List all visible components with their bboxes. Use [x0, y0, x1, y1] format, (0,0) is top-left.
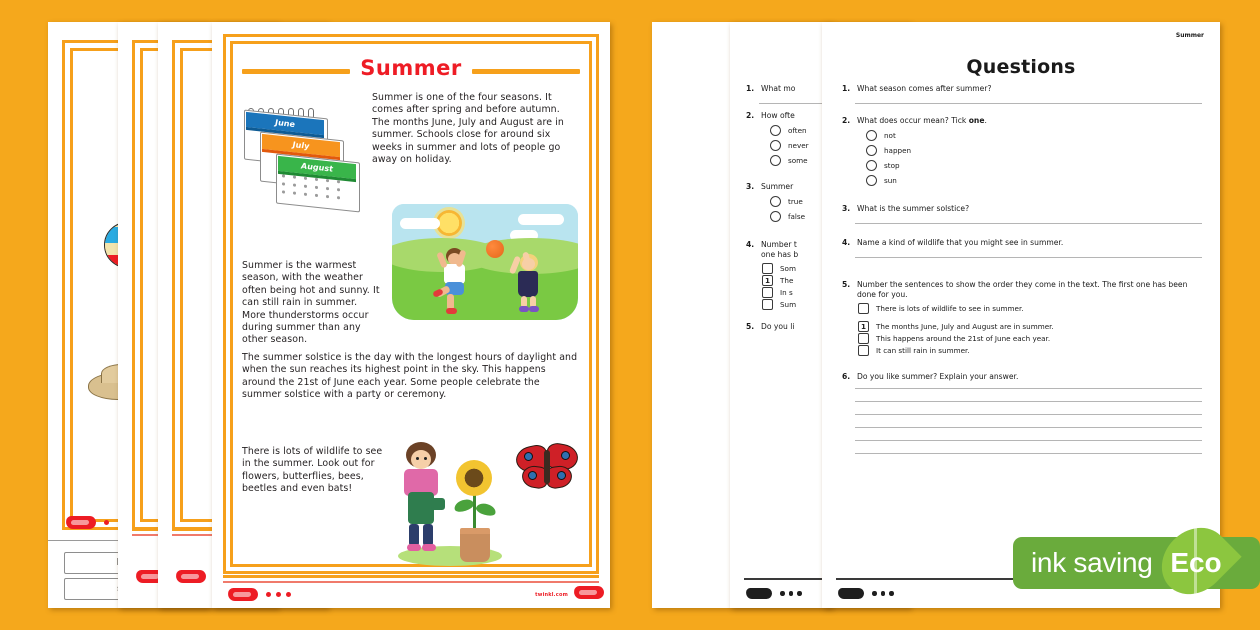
radio-button[interactable] — [866, 145, 877, 156]
ordering-row-3[interactable] — [858, 333, 1202, 344]
ordering-row-1[interactable] — [858, 303, 1202, 314]
question-text: Number the sentences to show the order they come in the text. The first one has been done for you. — [857, 280, 1188, 299]
footer-url: twinkl.com — [535, 592, 568, 598]
question-number: 5. — [842, 280, 851, 289]
question-number: 2. — [842, 116, 851, 125]
logo-dots — [266, 592, 291, 597]
twinkl-logo — [573, 586, 604, 599]
option-label: true — [788, 197, 803, 206]
question-text-tail: . — [984, 116, 987, 125]
body-paragraph-1: Summer is one of the four seasons. It comes after spring and before autumn. The months June, July and August are in summer. Schools close for around six weeks in summer and lots of people go away on holiday. — [372, 92, 564, 166]
option-row-happen[interactable] — [866, 145, 1202, 156]
footer-band-secondary — [223, 581, 599, 583]
order-checkbox[interactable]: 1 — [762, 275, 773, 286]
answer-line[interactable] — [855, 223, 1202, 224]
question-number: 6. — [842, 372, 851, 381]
ordering-label: The — [780, 276, 794, 285]
question-text-cont: one has b — [761, 250, 799, 259]
boy-figure — [436, 248, 476, 314]
option-label: happen — [884, 146, 912, 155]
twinkl-logo — [65, 516, 96, 529]
calendar-month-label: July — [292, 140, 310, 151]
page-title: Summer — [360, 56, 462, 80]
order-checkbox[interactable]: 1 — [858, 321, 869, 332]
radio-button[interactable] — [770, 125, 781, 136]
order-checkbox[interactable] — [762, 299, 773, 310]
sunflower-icon — [456, 460, 492, 496]
radio-button[interactable] — [866, 175, 877, 186]
cloud-icon — [518, 214, 564, 225]
question-number: 4. — [842, 238, 851, 247]
radio-button[interactable] — [866, 130, 877, 141]
order-checkbox[interactable] — [858, 333, 869, 344]
body-paragraph-3: The summer solstice is the day with the longest hours of daylight and when the sun reaches its highest point in the sky. This happens around the 21st of June each year. Some people celebrate the summer solstice with a party or ceremony. — [242, 352, 578, 401]
flower-pot-icon — [460, 528, 490, 562]
question-number: 2. — [746, 111, 755, 120]
option-label: stop — [884, 161, 900, 170]
ink-saving-eco-badge — [1013, 529, 1260, 592]
questions-sheet[interactable] — [822, 22, 1220, 608]
question-text-emphasis: one — [968, 116, 985, 125]
ordering-label: Sum — [780, 300, 797, 309]
calendar-month-label: August — [301, 161, 333, 174]
question-text: Name a kind of wildlife that you might see in summer. — [857, 238, 1064, 247]
order-checkbox[interactable] — [762, 263, 773, 274]
logo-dots — [872, 591, 894, 596]
question-text — [857, 116, 987, 126]
answer-line[interactable] — [855, 103, 1202, 104]
girl-watering-sunflower-illustration — [382, 442, 502, 566]
calendar-august — [276, 150, 358, 206]
ordering-label: The months June, July and August are in summer. — [876, 322, 1054, 331]
option-row-sun[interactable] — [866, 175, 1202, 186]
ordering-row-2[interactable] — [858, 321, 1202, 332]
question-text: What is the summer solstice? — [857, 204, 970, 213]
order-checkbox[interactable] — [858, 345, 869, 356]
ordering-group — [858, 303, 1202, 356]
option-row-stop[interactable] — [866, 160, 1202, 171]
corner-label: Summer — [1175, 32, 1204, 39]
option-label: false — [788, 212, 806, 221]
question-item-6[interactable] — [842, 372, 1202, 454]
twinkl-logo — [745, 588, 772, 599]
body-paragraph-2: Summer is the warmest season, with the weather often being hot and sunny. It can still rain in summer. More thunderstorms occur during summer than any other season. — [242, 260, 380, 346]
option-label: some — [788, 156, 808, 165]
answer-lines[interactable] — [855, 388, 1202, 454]
question-item-4[interactable] — [842, 238, 1202, 258]
radio-button[interactable] — [866, 160, 877, 171]
radio-button[interactable] — [770, 155, 781, 166]
radio-button[interactable] — [770, 140, 781, 151]
question-number: 4. — [746, 240, 755, 249]
question-text: Number t — [761, 240, 797, 249]
ordering-row-4[interactable] — [858, 345, 1202, 356]
calendar-illustration — [240, 106, 360, 214]
order-checkbox[interactable] — [762, 287, 773, 298]
cloud-icon — [400, 218, 440, 229]
girl-figure — [508, 252, 548, 314]
question-item-2[interactable] — [842, 116, 1202, 186]
eco-badge-label: ink saving — [1031, 547, 1153, 578]
question-text: What mo — [761, 84, 796, 93]
ordering-label: There is lots of wildlife to see in summer. — [876, 304, 1024, 313]
option-label: sun — [884, 176, 897, 185]
logo-dots — [780, 591, 802, 596]
question-number: 1. — [746, 84, 755, 93]
question-text: Do you li — [761, 322, 795, 331]
question-number: 3. — [746, 182, 755, 191]
footer-band — [223, 575, 599, 578]
order-checkbox[interactable] — [858, 303, 869, 314]
option-label: not — [884, 131, 896, 140]
option-label: never — [788, 141, 809, 150]
question-item-1[interactable] — [842, 84, 1202, 104]
question-text: Do you like summer? Explain your answer. — [857, 372, 1019, 381]
eco-badge-leaf-label: Eco — [1170, 547, 1222, 578]
butterfly-illustration — [514, 442, 580, 494]
question-list — [842, 84, 1202, 466]
ordering-label: In s — [780, 288, 793, 297]
question-text: What season comes after summer? — [857, 84, 992, 93]
ordering-label: This happens around the 21st of June each year. — [876, 334, 1051, 343]
twinkl-logo — [227, 588, 258, 601]
ordering-label: It can still rain in summer. — [876, 346, 970, 355]
question-text-head: What does occur mean? Tick — [857, 116, 969, 125]
question-number: 1. — [842, 84, 851, 93]
question-number: 5. — [746, 322, 755, 331]
children-playing-illustration — [392, 204, 578, 320]
calendar-month-label: June — [275, 117, 295, 130]
question-item-3[interactable] — [842, 204, 1202, 224]
twinkl-logo — [837, 588, 864, 599]
ball-icon — [486, 240, 504, 258]
question-number: 3. — [842, 204, 851, 213]
twinkl-logo — [175, 570, 206, 583]
option-label: often — [788, 126, 807, 135]
question-item-5[interactable] — [842, 280, 1202, 356]
option-group — [866, 130, 1202, 186]
radio-button[interactable] — [770, 196, 781, 207]
logo-dots — [104, 520, 109, 525]
answer-line[interactable] — [855, 257, 1202, 258]
question-text: How ofte — [761, 111, 795, 120]
question-text: Summer — [761, 182, 794, 191]
page-title: Questions — [966, 56, 1076, 78]
radio-button[interactable] — [770, 211, 781, 222]
summer-reading-sheet[interactable] — [212, 22, 610, 608]
option-row-not[interactable] — [866, 130, 1202, 141]
body-paragraph-4: There is lots of wildlife to see in the summer. Look out for flowers, butterflies, bees, beetles and even bats! — [242, 446, 383, 495]
ordering-label: Som — [780, 264, 796, 273]
